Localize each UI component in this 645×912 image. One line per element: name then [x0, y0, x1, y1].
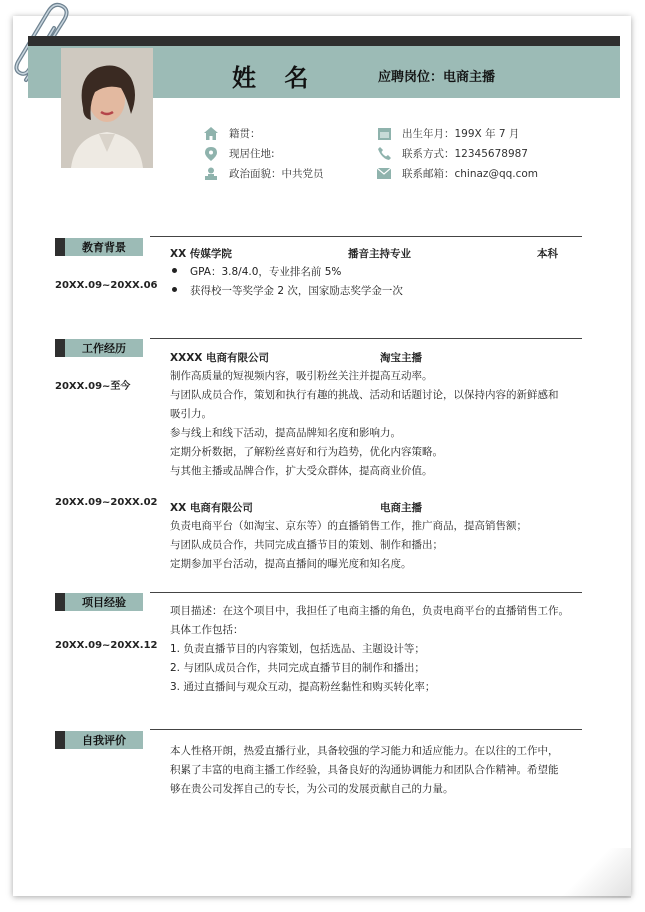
phone-icon: [376, 147, 392, 161]
section-divider: [150, 236, 582, 237]
work-line: 参与线上和线下活动，提高品牌知名度和影响力。: [170, 427, 401, 439]
section-work-title: 工作经历: [65, 339, 143, 357]
section-self-title: 自我评价: [65, 731, 143, 749]
project-date: 20XX.09~20XX.12: [55, 640, 158, 651]
section-self-header: [55, 731, 143, 749]
person-stamp-icon: [203, 167, 219, 181]
page-curl-shadow: [561, 848, 631, 898]
project-line: 项目描述：在这个项目中，我担任了电商主播的角色，负责电商平台的直播销售工作。: [170, 605, 569, 617]
work-line: 定期分析数据，了解粉丝喜好和行为趋势，优化内容策略。: [170, 446, 443, 458]
section-education-title: 教育背景: [65, 238, 143, 256]
section-marker: [55, 731, 65, 749]
location-pin-icon: [203, 147, 219, 161]
candidate-name: 姓 名: [232, 64, 319, 92]
info-email: 联系邮箱：chinaz@qq.com: [402, 168, 539, 180]
list-bullet: [172, 287, 177, 292]
info-political-row: [203, 166, 324, 181]
edu-item: GPA：3.8/4.0，专业排名前 5%: [190, 266, 342, 278]
job-target: 应聘岗位：电商主播: [378, 70, 496, 85]
project-line: 具体工作包括：: [170, 624, 244, 636]
info-native-row: [203, 126, 261, 141]
section-marker: [55, 593, 65, 611]
work-date: 20XX.09~20XX.02: [55, 497, 158, 508]
profile-photo: [61, 48, 153, 168]
info-birth: 出生年月：199X 年 7 月: [402, 128, 520, 140]
edu-item: 获得校一等奖学金 2 次，国家励志奖学金一次: [190, 285, 403, 297]
work-position: 淘宝主播: [380, 352, 422, 364]
header-top-bar: [28, 36, 620, 46]
work-company: XX 电商有限公司: [170, 502, 253, 514]
envelope-icon: [376, 167, 392, 181]
section-divider: [150, 592, 582, 593]
info-political: 政治面貌：中共党员: [229, 168, 324, 180]
edu-school: XX 传媒学院: [170, 248, 232, 260]
section-marker: [55, 339, 65, 357]
edu-degree: 本科: [537, 248, 558, 260]
info-native: 籍贯：: [229, 128, 261, 140]
edu-major: 播音主持专业: [348, 248, 411, 260]
work-position: 电商主播: [380, 502, 422, 514]
calendar-icon: [376, 127, 392, 141]
work-line: 与其他主播或品牌合作，扩大受众群体，提高商业价值。: [170, 465, 433, 477]
project-line: 1. 负责直播节目的内容策划，包括选品、主题设计等；: [170, 643, 425, 655]
work-line: 定期参加平台活动，提高直播间的曝光度和知名度。: [170, 558, 412, 570]
work-line: 吸引力。: [170, 408, 212, 420]
section-work-header: [55, 339, 143, 357]
section-divider: [150, 729, 582, 730]
info-residence-row: [203, 146, 275, 161]
work-line: 制作高质量的短视频内容，吸引粉丝关注并提高互动率。: [170, 370, 433, 382]
self-line: 够在贵公司发挥自己的专长，为公司的发展贡献自己的力量。: [170, 783, 454, 795]
section-marker: [55, 238, 65, 256]
info-email-row: [376, 166, 538, 181]
self-line: 本人性格开朗，热爱直播行业，具备较强的学习能力和适应能力。在以往的工作中，: [170, 745, 559, 757]
work-date: 20XX.09~至今: [55, 381, 131, 392]
work-line: 与团队成员合作，共同完成直播节目的策划、制作和播出；: [170, 539, 443, 551]
work-line: 负责电商平台（如淘宝、京东等）的直播销售工作，推广商品，提高销售额；: [170, 520, 527, 532]
info-phone: 联系方式：12345678987: [402, 148, 528, 160]
edu-date: 20XX.09~20XX.06: [55, 280, 158, 291]
info-phone-row: [376, 146, 528, 161]
info-residence: 现居住地:: [229, 148, 275, 160]
list-bullet: [172, 268, 177, 273]
info-birth-row: [376, 126, 519, 141]
project-line: 3. 通过直播间与观众互动，提高粉丝黏性和购买转化率；: [170, 681, 436, 693]
section-education-header: [55, 238, 143, 256]
work-company: XXXX 电商有限公司: [170, 352, 270, 364]
self-line: 积累了丰富的电商主播工作经验，具备良好的沟通协调能力和团队合作精神。希望能: [170, 764, 559, 776]
section-project-title: 项目经验: [65, 593, 143, 611]
project-line: 2. 与团队成员合作，共同完成直播节目的制作和播出；: [170, 662, 425, 674]
work-line: 与团队成员合作，策划和执行有趣的挑战、活动和话题讨论，以保持内容的新鲜感和: [170, 389, 559, 401]
section-project-header: [55, 593, 143, 611]
home-icon: [203, 127, 219, 141]
section-divider: [150, 338, 582, 339]
